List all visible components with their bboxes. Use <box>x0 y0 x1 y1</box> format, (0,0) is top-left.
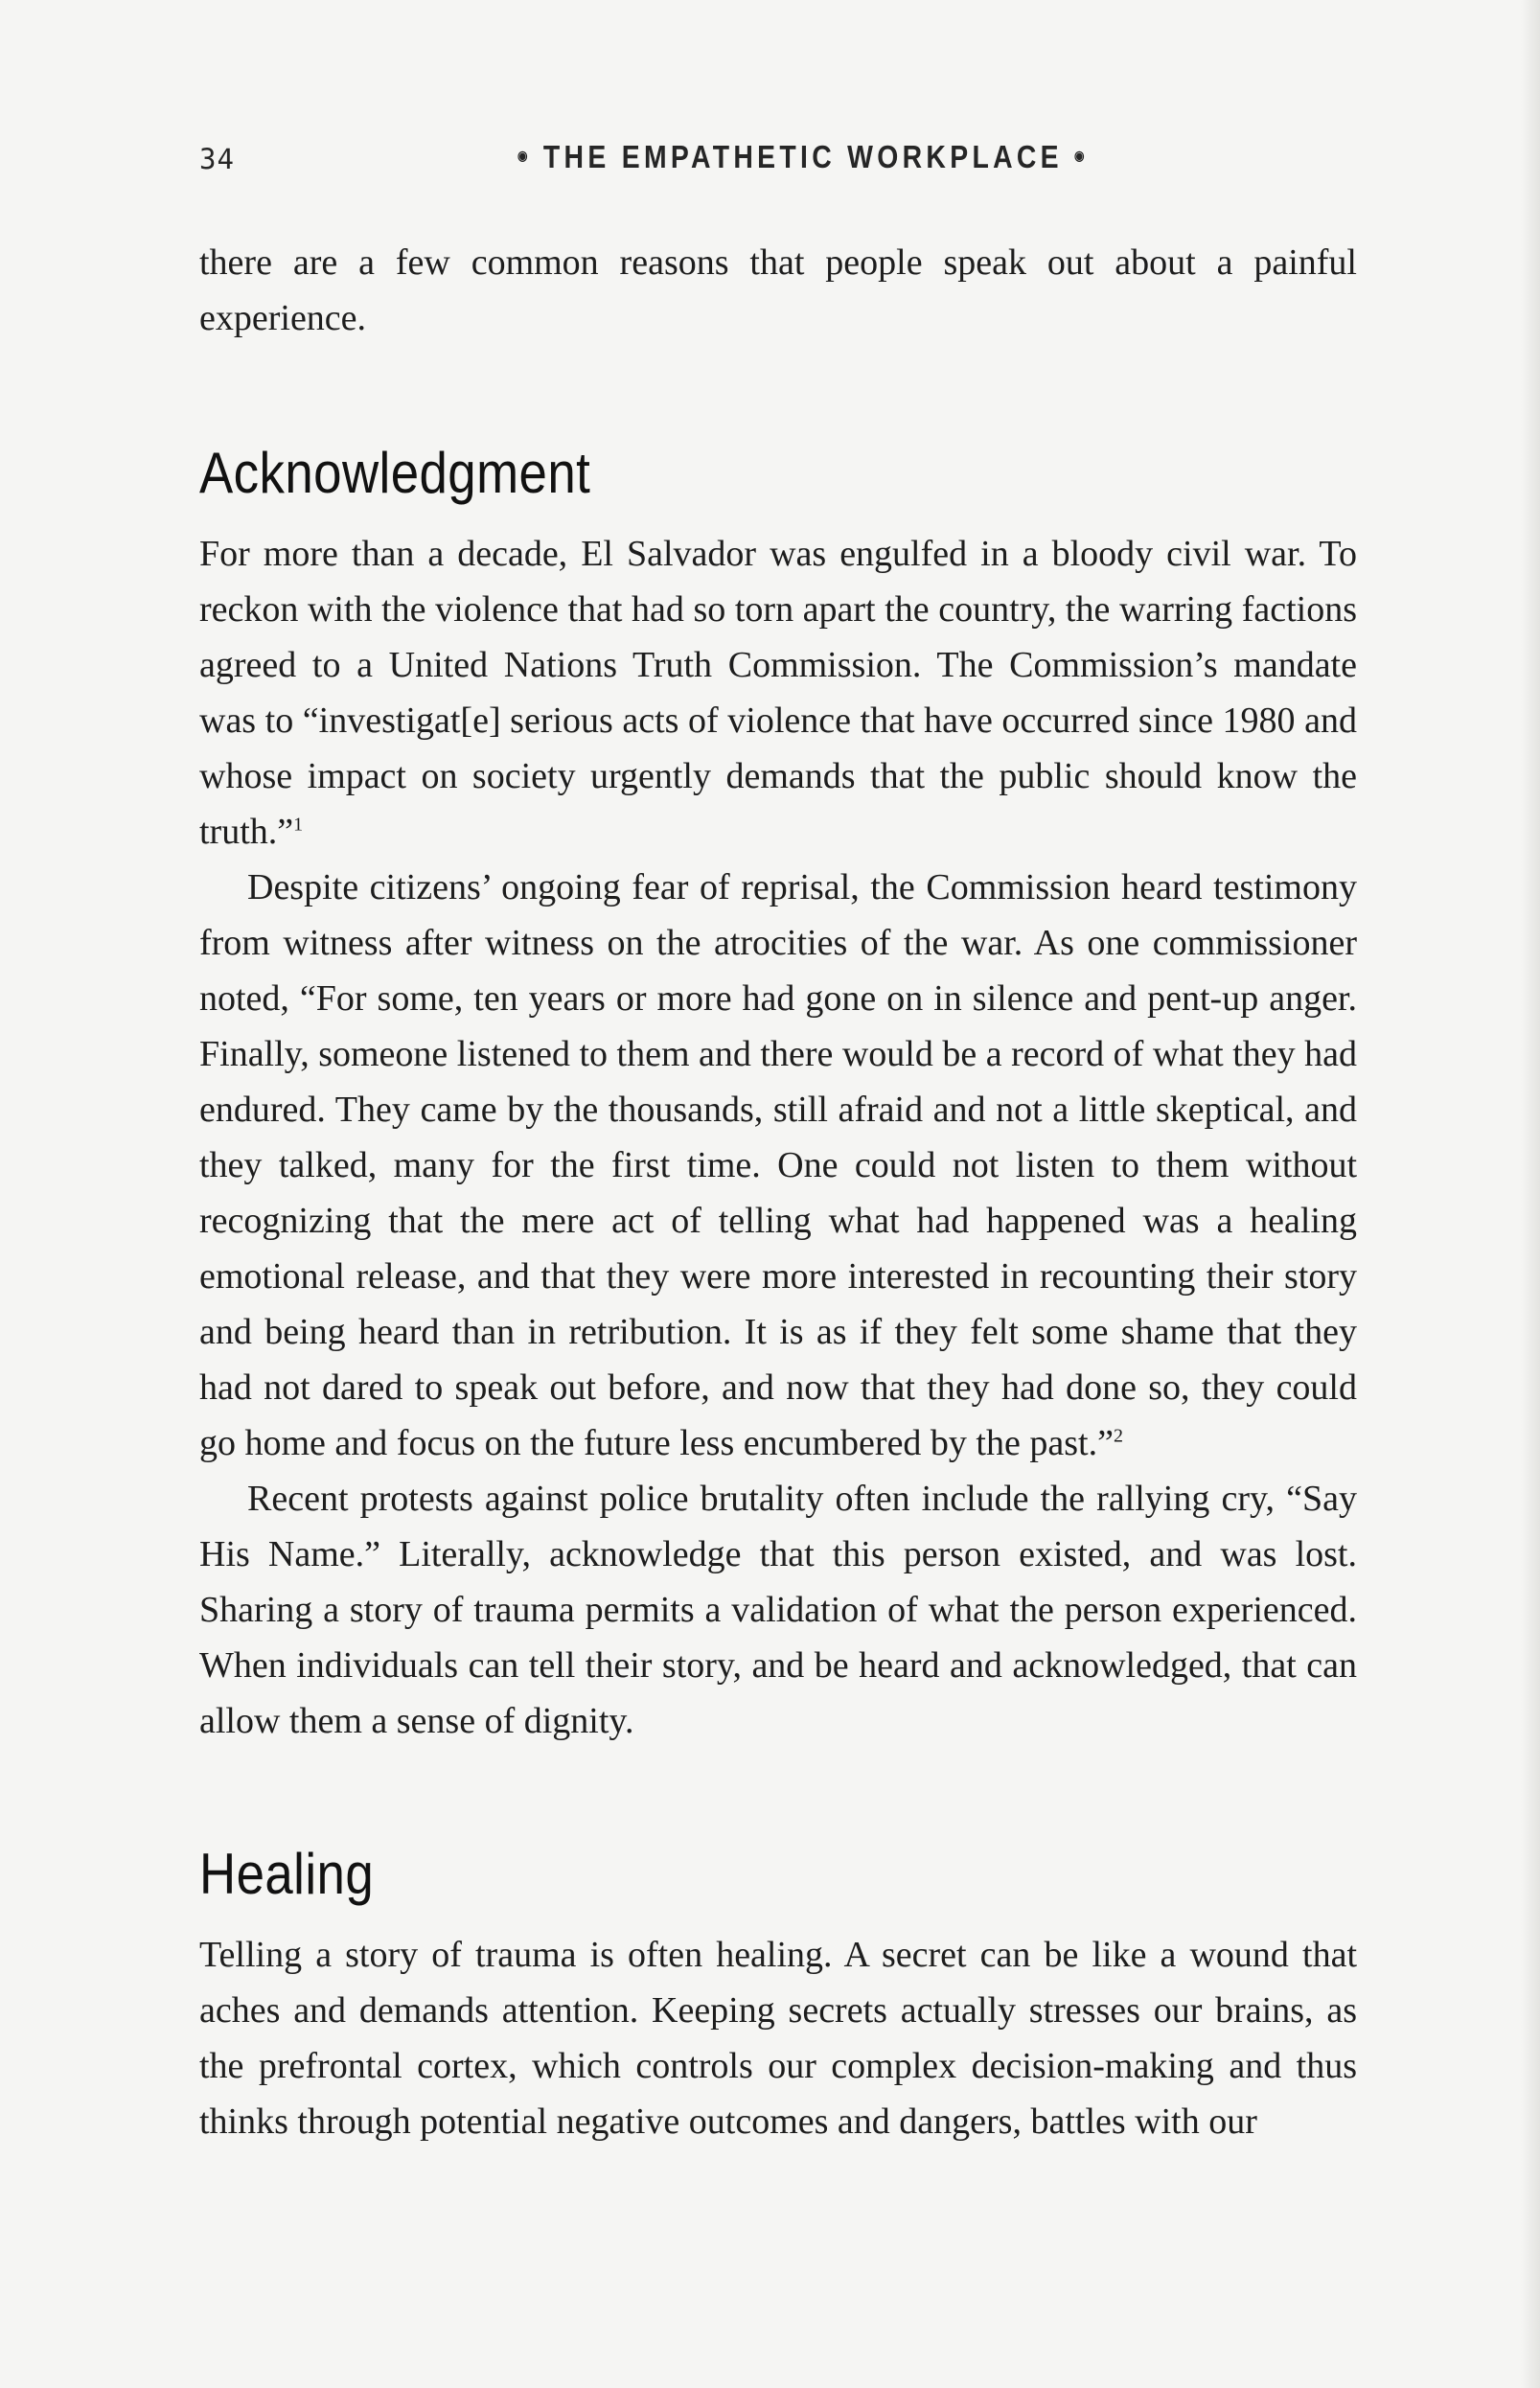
intro-paragraph: there are a few common reasons that people speak out about a painful experience. <box>199 242 1357 338</box>
page-edge-shadow <box>1521 0 1540 2388</box>
ornament-right-icon: ◉ <box>1073 147 1089 163</box>
paragraph <box>199 526 1357 860</box>
section-heading-acknowledgment: Acknowledgment <box>199 441 591 505</box>
book-title-text: THE EMPATHETIC WORKPLACE <box>542 139 1063 174</box>
paragraph: Recent protests against police brutality often include the rallying cry, “Say His Name.” Literally, acknowledge that this person existed, and was lost. Sharing a story of trauma permits a validation of what the person experienced. When individuals can tell their story, and be heard and acknowledged, that can allow them a sense of dignity. <box>199 1479 1357 1741</box>
running-header <box>199 139 1349 187</box>
section-heading-healing: Healing <box>199 1842 375 1906</box>
ornament-left-icon: ◉ <box>517 147 532 163</box>
page-number: 34 <box>199 143 235 175</box>
paragraph-text: Despite citizens’ ongoing fear of reprisal, the Commission heard testimony from witness after witness on the atrocities of the war. As one commissioner noted, “For some, ten years or more had gone on in silence and pent-up anger. Finally, someone listened to them and there would be a record of what they had endured. They came by the thousands, still afraid and not a little skeptical, and they talked, many for the first time. One could not listen to them without recognizing that the mere act of telling what had happened was a healing emotional release, and that they were more interested in recounting their story and being heard than in retribution. It is as if they felt some shame that they had not dared to speak out before, and now that they had done so, they could go home and focus on the future less encumbered by the past.” <box>199 867 1357 1463</box>
footnote-marker: 2 <box>1113 1425 1123 1447</box>
paragraph: Telling a story of trauma is often healing. A secret can be like a wound that aches and demands attention. Keeping secrets actually stresses our brains, as the prefrontal cortex, which controls our complex decision-making and thus thinks through potential negative outcomes and dangers, battles with our <box>199 1935 1357 2142</box>
footnote-marker: 1 <box>293 814 304 836</box>
body-text <box>199 235 1357 2149</box>
book-title <box>506 139 1100 175</box>
paragraph-text: For more than a decade, El Salvador was engulfed in a bloody civil war. To reckon with the violence that had so torn apart the country, the warring factions agreed to a United Nations Truth Commission. The Commission’s mandate was to “investigat[e] serious acts of violence that have occurred since 1980 and whose impact on society urgently demands that the public should know the truth.” <box>199 534 1357 852</box>
paragraph <box>199 860 1357 1471</box>
